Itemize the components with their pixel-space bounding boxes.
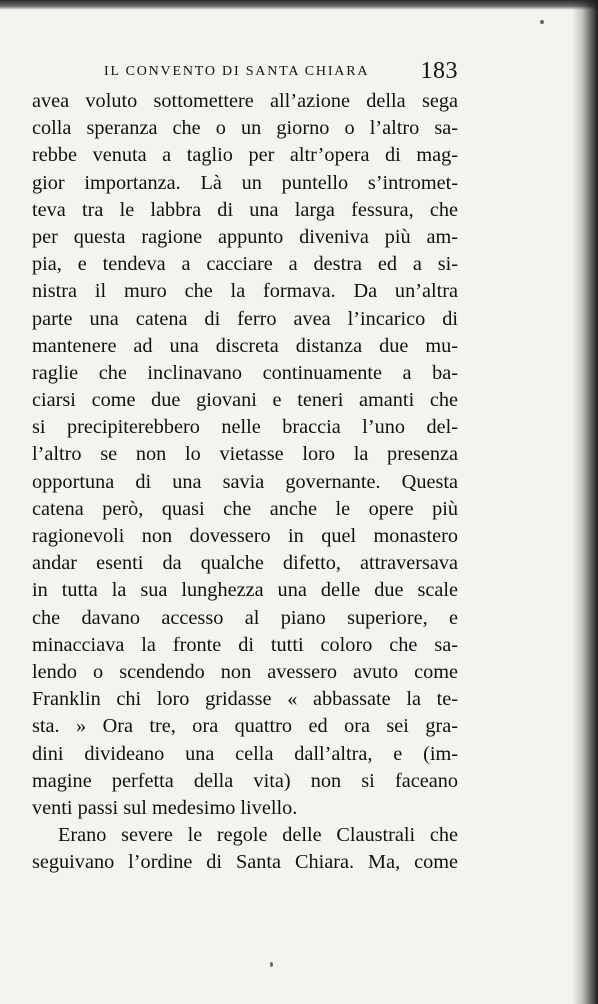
text-line: opportuna di una savia governante. Questa: [32, 470, 458, 493]
running-title: IL CONVENTO DI SANTA CHIARA: [104, 64, 370, 79]
text-line: colla speranza che o un giorno o l’altro sa-: [32, 117, 458, 140]
running-head: [32, 58, 458, 86]
text-line: dini divideano una cella dall’altra, e (im-: [32, 742, 458, 765]
text-line: raglie che inclinavano continuamente a ba-: [32, 361, 458, 384]
text-line: mantenere ad una discreta distanza due mu-: [32, 334, 458, 357]
text-line: l’altro se non lo vietasse loro la presenza: [32, 443, 458, 466]
paper-speck: [270, 962, 273, 967]
text-line: seguivano l’ordine di Santa Chiara. Ma, come: [32, 851, 458, 874]
text-line: rebbe venuta a taglio per altr’opera di mag-: [32, 144, 458, 167]
text-line: ciarsi come due giovani e teneri amanti che: [32, 389, 458, 412]
paper-speck: [540, 20, 544, 24]
text-line: Franklin chi loro gridasse « abbassate la te-: [32, 688, 458, 711]
page-top-edge-shadow: [0, 0, 598, 10]
text-line: per questa ragione appunto diveniva più am-: [32, 225, 458, 248]
text-line: che davano accesso al piano superiore, e: [32, 606, 458, 629]
text-line: pia, e tendeva a cacciare a destra ed a si-: [32, 253, 458, 276]
text-line: minacciava la fronte di tutti coloro che sa-: [32, 633, 458, 656]
text-line: nistra il muro che la formava. Da un’altra: [32, 280, 458, 303]
text-line: gior importanza. Là un puntello s’intromet-: [32, 171, 458, 194]
text-line: venti passi sul medesimo livello.: [32, 796, 298, 819]
text-line: andar esenti da qualche difetto, attraversava: [32, 552, 458, 575]
text-line: teva tra le labbra di una larga fessura, che: [32, 198, 458, 221]
text-line: avea voluto sottomettere all’azione della sega: [32, 90, 458, 112]
text-line: in tutta la sua lunghezza una delle due scale: [32, 579, 458, 602]
text-line: parte una catena di ferro avea l’incarico di: [32, 307, 458, 330]
text-line: lendo o scendendo non avessero avuto come: [32, 660, 458, 683]
body-text: [32, 88, 458, 876]
text-line: sta. » Ora tre, ora quattro ed ora sei gra-: [32, 715, 458, 738]
text-line: si precipiterebbero nelle braccia l’uno del-: [32, 416, 458, 439]
text-line: ragionevoli non dovessero in quel monastero: [32, 525, 458, 547]
page-number: 183: [420, 58, 458, 84]
page-right-edge-shadow: [572, 0, 598, 1004]
text-line-paragraph-start: Erano severe le regole delle Claustrali che: [58, 824, 458, 847]
text-line: magine perfetta della vita) non si faceano: [32, 769, 458, 792]
text-line: catena però, quasi che anche le opere più: [32, 497, 458, 520]
